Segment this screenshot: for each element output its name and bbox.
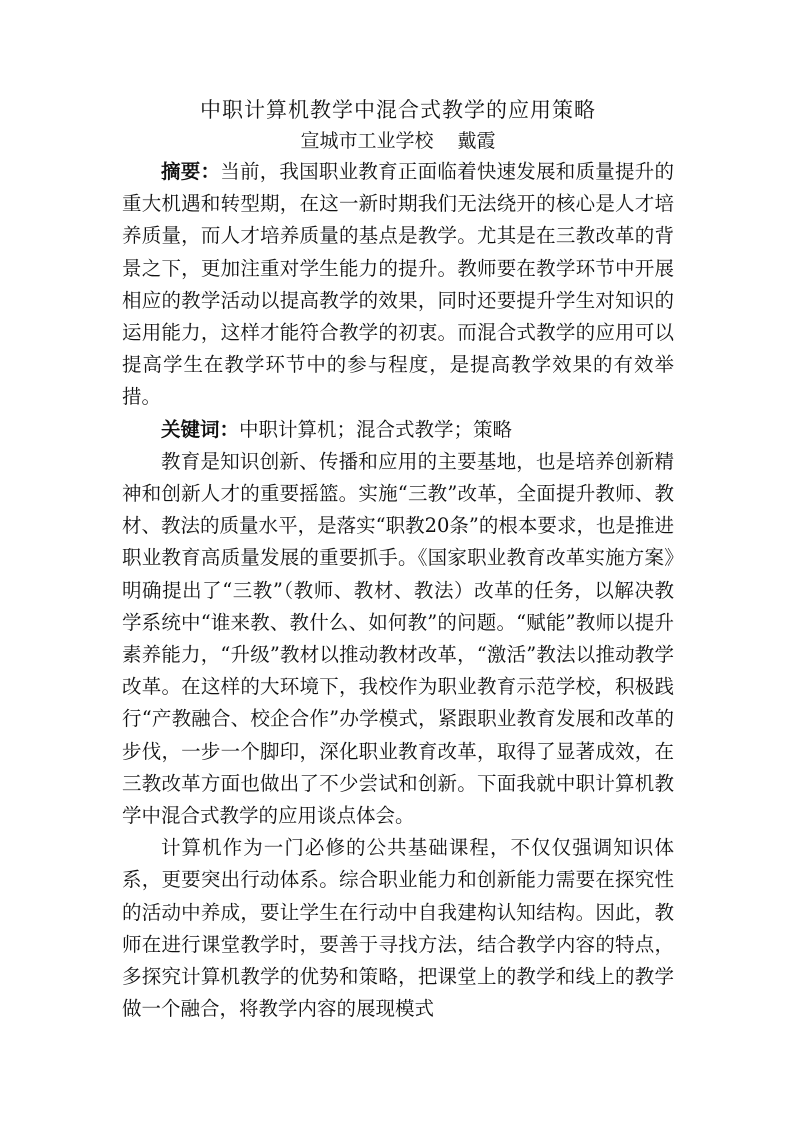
keywords-label: 关键词： [161, 417, 240, 441]
body-paragraph-1: 教育是知识创新、传播和应用的主要基地，也是培养创新精神和创新人才的重要摇篮。实施“三教”改革，全面提升教师、教材、教法的质量水平，是落实“职教20条”的根本要求，也是推进职业教育高质量发展的重要抓手。《国家职业教育改革实施方案》明确提出了“三教”（教师、教材、教法）改革的任务，以解决教学系统中“谁来教、教什么、如何教”的问题。“赋能”教师以提升素养能力，“升级”教材以推动教材改革，“激活”教法以推动教学改革。在这样的大环境下，我校作为职业教育示范学校，积极践行“产教融合、校企合作”办学模式，紧跟职业教育发展和改革的步伐，一步一个脚印，深化职业教育改革，取得了显著成效，在三教改革方面也做出了不少尝试和创新。下面我就中职计算机教学中混合式教学的应用谈点体会。 [122, 449, 674, 828]
keywords-text: 中职计算机；混合式教学；策略 [239, 417, 513, 441]
author-name: 戴霞 [457, 130, 496, 152]
abstract-text: 当前，我国职业教育正面临着快速发展和质量提升的重大机遇和转型期，在这一新时期我们无法绕开的核心是人才培养质量，而人才培养质量的基点是教学。尤其是在三教改革的背景之下，更加注重对学生能力的提升。教师要在教学环节中开展相应的教学活动以提高教学的效果，同时还要提升学生对知识的运用能力，这样才能符合教学的初衷。而混合式教学的应用可以提高学生在教学环节中的参与程度，是提高教学效果的有效举措。 [122, 160, 674, 409]
author-line [122, 126, 674, 156]
keywords-paragraph [122, 414, 674, 446]
abstract-paragraph [122, 156, 674, 414]
abstract-label: 摘要： [161, 160, 221, 183]
body-paragraph-2: 计算机作为一门必修的公共基础课程，不仅仅强调知识体系，更要突出行动体系。综合职业能力和创新能力需要在探究性的活动中养成，要让学生在行动中自我建构认知结构。因此，教师在进行课堂教学时，要善于寻找方法，结合教学内容的特点，多探究计算机教学的优势和策略，把课堂上的教学和线上的教学做一个融合，将教学内容的展现模式 [122, 836, 674, 1021]
document-content [122, 94, 674, 1025]
author-school: 宣城市工业学校 [300, 130, 434, 152]
document-title: 中职计算机教学中混合式教学的应用策略 [200, 98, 596, 122]
